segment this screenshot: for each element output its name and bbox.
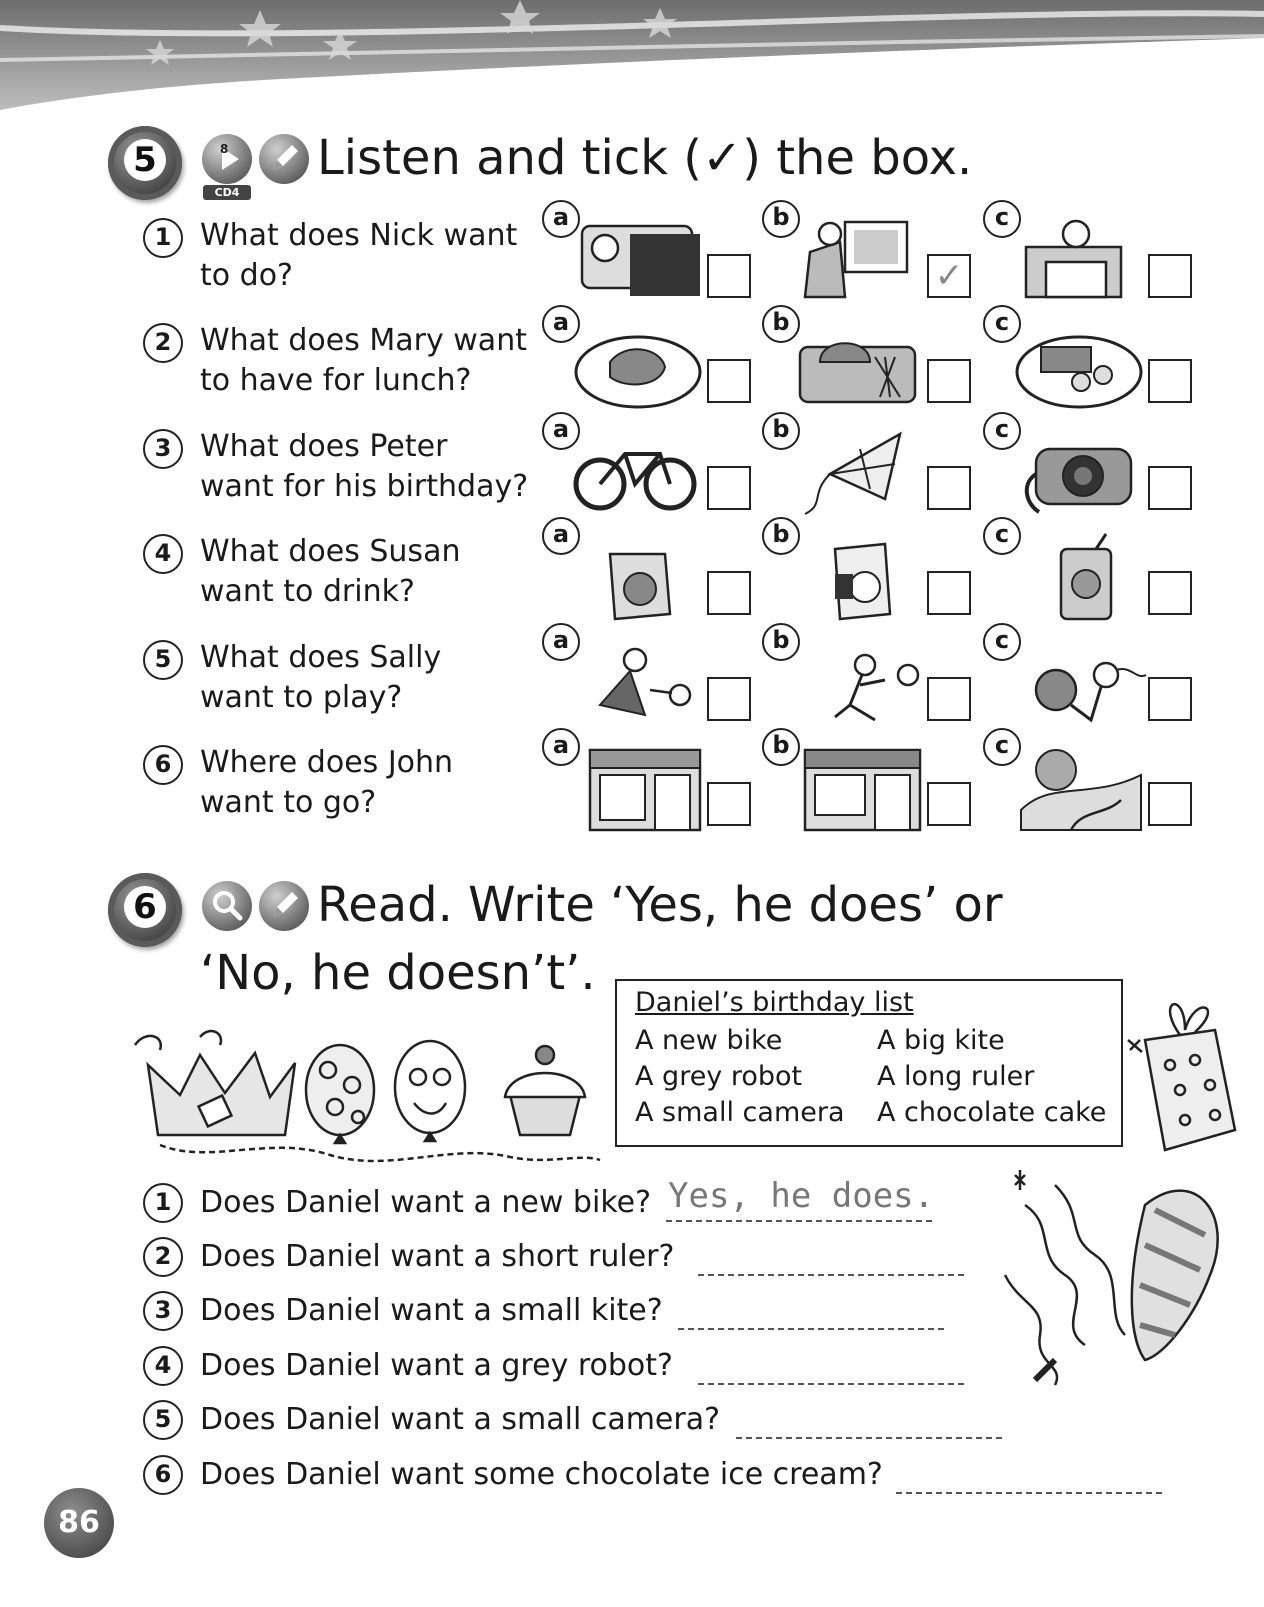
gift-box-illustration — [1125, 990, 1250, 1160]
tick-box-a[interactable] — [707, 466, 751, 510]
option-letter-c: c — [983, 728, 1021, 766]
question-number: 5 — [143, 640, 183, 680]
list-item: A chocolate cake — [877, 1097, 1107, 1128]
exercise-6-number-badge — [108, 873, 182, 947]
option-letter-b: b — [762, 305, 800, 343]
question-text-line2: want for his birthday? — [200, 469, 529, 504]
burger-and-fries-picture — [790, 317, 930, 412]
option-letter-b: b — [762, 200, 800, 238]
question-text-line1: What does Peter — [200, 429, 448, 464]
fish-and-vegetables-picture — [1011, 317, 1151, 412]
question-number: 6 — [143, 1455, 183, 1495]
option-letter-a: a — [542, 728, 580, 766]
tick-box-c[interactable] — [1148, 571, 1192, 615]
page-number: 86 — [44, 1488, 114, 1558]
cafe-picture — [790, 740, 930, 835]
tick-box-a[interactable] — [707, 677, 751, 721]
option-letter-a: a — [542, 305, 580, 343]
party-decorations-illustration — [130, 1025, 610, 1175]
milk-carton-picture — [790, 529, 930, 624]
tick-box-a[interactable] — [707, 782, 751, 826]
exercise-5-number-badge — [108, 126, 182, 200]
track-number: 8 — [220, 142, 229, 156]
tick-box-b[interactable] — [927, 677, 971, 721]
answer-field[interactable] — [678, 1294, 944, 1330]
tick-box-c[interactable] — [1148, 466, 1192, 510]
question-number: 6 — [143, 745, 183, 785]
option-letter-a: a — [542, 200, 580, 238]
orange-juice-carton-picture — [570, 529, 710, 624]
soda-can-picture — [1011, 529, 1151, 624]
option-letter-c: c — [983, 623, 1021, 661]
kite-picture — [790, 424, 930, 519]
question-text: Does Daniel want a short ruler? — [200, 1239, 675, 1274]
magnifier-icon — [202, 881, 252, 931]
cd-label: CD4 — [203, 185, 251, 200]
boy-watching-tv-picture — [790, 212, 930, 307]
park-picture — [1011, 740, 1151, 835]
question-number: 4 — [143, 534, 183, 574]
answer-field[interactable] — [896, 1458, 1162, 1494]
list-item: A small camera — [635, 1097, 845, 1128]
question-text-line1: What does Sally — [200, 640, 442, 675]
question-text-line1: What does Nick want — [200, 218, 518, 253]
tick-box-b[interactable]: ✓ — [927, 254, 971, 298]
question-text-line2: want to go? — [200, 785, 377, 820]
question-text: Does Daniel want a small camera? — [200, 1402, 721, 1437]
answer-text: Yes, he does. — [668, 1176, 935, 1216]
answer-field[interactable] — [736, 1403, 1002, 1439]
question-number: 3 — [143, 1291, 183, 1331]
boy-reading-book-picture — [1011, 212, 1151, 307]
question-number: 1 — [143, 218, 183, 258]
toy-shop-picture — [570, 740, 710, 835]
answer-field[interactable] — [698, 1349, 964, 1385]
question-number: 5 — [143, 1400, 183, 1440]
list-item: A big kite — [877, 1025, 1005, 1056]
question-number: 2 — [143, 323, 183, 363]
option-letter-b: b — [762, 728, 800, 766]
exercise-6-number: 6 — [124, 886, 166, 928]
tick-box-c[interactable] — [1148, 677, 1192, 721]
exercise-6-title-line1: Read. Write ‘Yes, he does’ or — [317, 877, 1003, 933]
camera-picture — [1011, 424, 1151, 519]
option-letter-c: c — [983, 517, 1021, 555]
question-text-line2: want to drink? — [200, 574, 415, 609]
question-number: 2 — [143, 1237, 183, 1277]
bicycle-picture — [570, 424, 710, 519]
sleeping-boy-picture — [570, 212, 710, 307]
question-text: Does Daniel want some chocolate ice cream? — [200, 1457, 883, 1492]
option-letter-a: a — [542, 517, 580, 555]
option-letter-a: a — [542, 623, 580, 661]
option-letter-c: c — [983, 305, 1021, 343]
tick-box-b[interactable] — [927, 782, 971, 826]
tick-box-b[interactable] — [927, 359, 971, 403]
exercise-5-number: 5 — [124, 139, 166, 181]
tick-box-c[interactable] — [1148, 359, 1192, 403]
tick-box-c[interactable] — [1148, 782, 1192, 826]
answer-field[interactable] — [698, 1240, 964, 1276]
question-text-line1: Where does John — [200, 745, 454, 780]
streamers-balloon-illustration — [995, 1165, 1235, 1405]
girl-playing-volleyball-picture — [1011, 635, 1151, 730]
question-text-line1: What does Susan — [200, 534, 461, 569]
birthday-list-box — [615, 979, 1123, 1147]
chicken-meal-picture — [570, 317, 710, 412]
pencil-icon — [259, 134, 309, 184]
exercise-5-title: Listen and tick (✓) the box. — [317, 130, 973, 186]
question-text-line2: want to play? — [200, 680, 403, 715]
list-item: A grey robot — [635, 1061, 803, 1092]
option-letter-b: b — [762, 623, 800, 661]
question-text-line2: to do? — [200, 258, 293, 293]
pencil-icon — [259, 881, 309, 931]
question-text: Does Daniel want a small kite? — [200, 1293, 663, 1328]
question-number: 3 — [143, 429, 183, 469]
question-number: 4 — [143, 1346, 183, 1386]
question-text: Does Daniel want a grey robot? — [200, 1348, 673, 1383]
tick-box-b[interactable] — [927, 571, 971, 615]
list-item: A new bike — [635, 1025, 783, 1056]
tick-box-a[interactable] — [707, 571, 751, 615]
tick-box-b[interactable] — [927, 466, 971, 510]
option-letter-b: b — [762, 517, 800, 555]
question-text-line1: What does Mary want — [200, 323, 527, 358]
question-number: 1 — [143, 1183, 183, 1223]
option-letter-a: a — [542, 412, 580, 450]
birthday-list-title: Daniel’s birthday list — [635, 987, 914, 1018]
exercise-6-title-line2: ‘No, he doesn’t’. — [200, 945, 596, 1001]
tick-box-c[interactable] — [1148, 254, 1192, 298]
tick-box-a[interactable] — [707, 254, 751, 298]
tick-box-a[interactable] — [707, 359, 751, 403]
option-letter-c: c — [983, 200, 1021, 238]
question-text: Does Daniel want a new bike? — [200, 1185, 651, 1220]
header-banner — [0, 0, 1264, 115]
question-text-line2: to have for lunch? — [200, 363, 472, 398]
option-letter-c: c — [983, 412, 1021, 450]
girl-playing-tennis-picture — [570, 635, 710, 730]
option-letter-b: b — [762, 412, 800, 450]
girl-playing-football-picture — [790, 635, 930, 730]
list-item: A long ruler — [877, 1061, 1035, 1092]
